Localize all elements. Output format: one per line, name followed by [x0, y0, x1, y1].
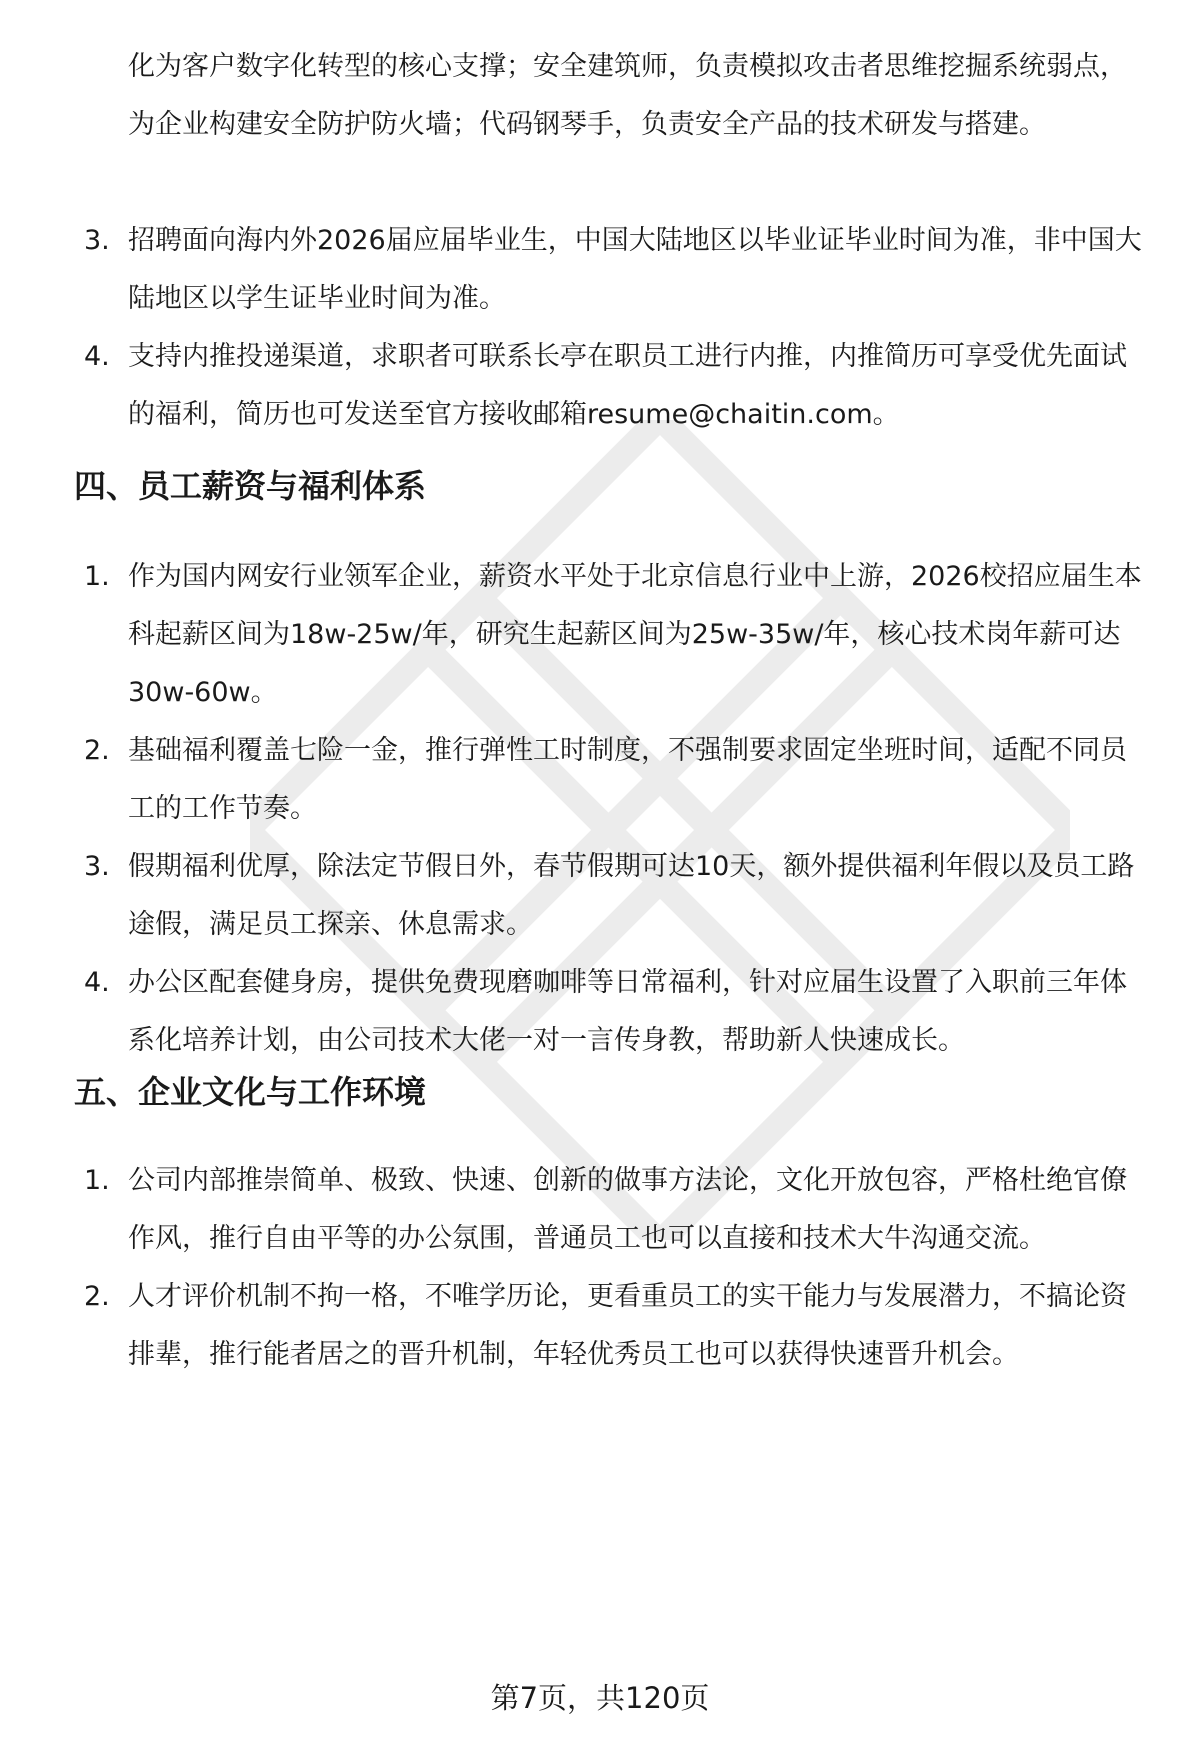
salary-benefits-list — [0, 548, 1200, 1070]
section-heading: 四、员工薪资与福利体系 — [74, 467, 427, 505]
continued-paragraph: 化为客户数字化转型的核心支撑；安全建筑师，负责模拟攻击者思维挖掘系统弱点，为企业构建安全防护防火墙；代码钢琴手，负责安全产品的技术研发与搭建。 — [128, 51, 1127, 140]
section-heading: 五、企业文化与工作环境 — [74, 1073, 427, 1111]
list-item — [0, 954, 1200, 1070]
list-item — [0, 548, 1200, 722]
list-text: 招聘面向海内外2026届应届毕业生，中国大陆地区以毕业证毕业时间为准，非中国大陆地区以学生证毕业时间为准。 — [128, 225, 1142, 314]
list-text: 基础福利覆盖七险一金，推行弹性工时制度，不强制要求固定坐班时间，适配不同员工的工作节奏。 — [128, 735, 1127, 824]
page-footer: 第7页，共120页 — [490, 1681, 710, 1715]
list-text: 办公区配套健身房，提供免费现磨咖啡等日常福利，针对应届生设置了入职前三年体系化培养计划，由公司技术大佬一对一言传身教，帮助新人快速成长。 — [128, 967, 1127, 1056]
list-item — [0, 722, 1200, 838]
list-number: 4. — [84, 967, 110, 998]
list-item — [0, 838, 1200, 954]
list-text: 假期福利优厚，除法定节假日外，春节假期可达10天，额外提供福利年假以及员工路途假，满足员工探亲、休息需求。 — [128, 851, 1135, 940]
list-text: 支持内推投递渠道，求职者可联系长亭在职员工进行内推，内推简历可享受优先面试的福利，简历也可发送至官方接收邮箱resume@chaitin.com。 — [128, 341, 1127, 430]
list-number: 2. — [84, 735, 110, 766]
list-number: 4. — [84, 341, 110, 372]
list-number: 2. — [84, 1281, 110, 1312]
list-number: 3. — [84, 851, 110, 882]
list-item — [0, 328, 1200, 444]
list-text: 人才评价机制不拘一格，不唯学历论，更看重员工的实干能力与发展潜力，不搞论资排辈，推行能者居之的晋升机制，年轻优秀员工也可以获得快速晋升机会。 — [128, 1281, 1127, 1370]
list-number: 3. — [84, 225, 110, 256]
list-number: 1. — [84, 1165, 110, 1196]
list-item — [0, 1268, 1200, 1384]
list-text: 作为国内网安行业领军企业，薪资水平处于北京信息行业中上游，2026校招应届生本科起薪区间为18w-25w/年，研究生起薪区间为25w-35w/年，核心技术岗年薪可达30w-60w。 — [128, 561, 1142, 708]
culture-list — [0, 1152, 1200, 1384]
list-item — [0, 212, 1200, 328]
list-number: 1. — [84, 561, 110, 592]
recruitment-list — [0, 212, 1200, 444]
list-item — [0, 1152, 1200, 1268]
list-text: 公司内部推崇简单、极致、快速、创新的做事方法论，文化开放包容，严格杜绝官僚作风，推行自由平等的办公氛围，普通员工也可以直接和技术大牛沟通交流。 — [128, 1165, 1127, 1254]
